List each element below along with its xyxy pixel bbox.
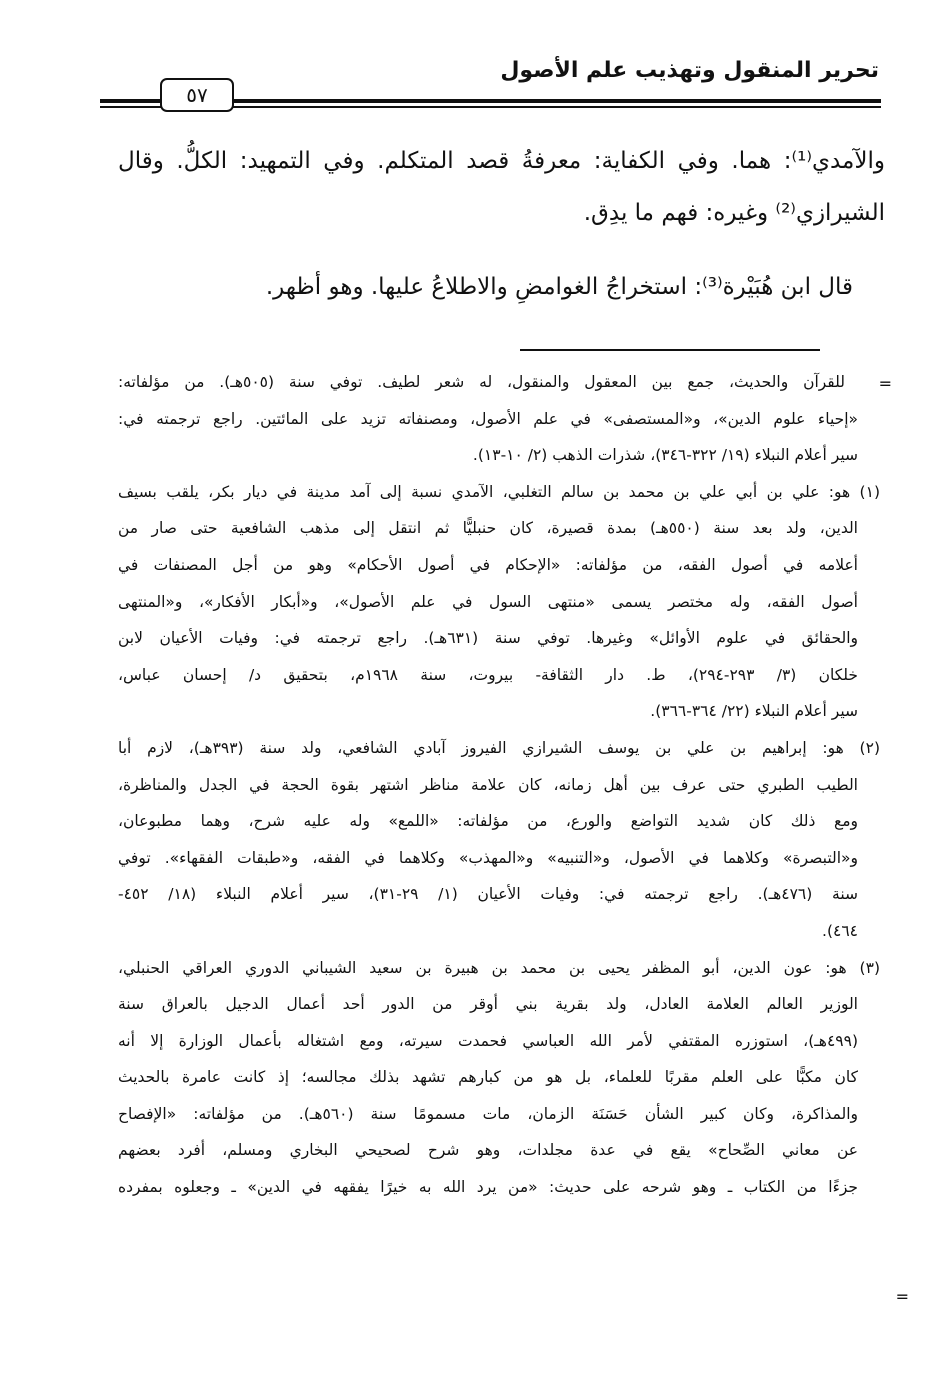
- footnote-2: [118, 730, 880, 950]
- footnote-line: ٤٦٤).: [822, 921, 858, 940]
- footnote-line: (٤٩٩هـ)، استوزره المقتفي لأمر الله العباسي فحمدت سيرته، ومع اشتغاله بأعمال الوزارة إلا أنه: [118, 1031, 858, 1050]
- main-text: [118, 135, 885, 313]
- footnote-line: عن معاني الصِّحاح» يقع في عدة مجلدات، وهو شرح لصحيحي البخاري ومسلم، أفرد بعضهم: [118, 1141, 858, 1160]
- footnote-line: الطيب الطبري حتى عرف بين أهل زمانه، كان علامة مناظر اشتهر بقوة الحجة في الجدل والمناظرة،: [118, 775, 858, 794]
- footnote-line: كان مكبًّا على العلم مقربًا للعلماء، بل هو من كبارهم تشهد بذلك مجالسه؛ إذ كانت عامرة بالحديث: [118, 1068, 858, 1087]
- footnote-line: للقرآن والحديث، جمع بين المعقول والمنقول، له شعر لطيف. توفي سنة (٥٠٥هـ). من مؤلفاته:: [118, 373, 846, 391]
- footnote-line: والمذاكرة، وكان كبير الشأن حَسَنَة الزمان، مات مسمومًا سنة (٥٦٠هـ). من مؤلفاته: «الإفصاح: [118, 1104, 858, 1123]
- main-line: الشيرازي⁽²⁾ وغيره: فهم ما يدِق.: [583, 200, 885, 226]
- footnote-line: و«التبصرة» وكلاهما في الأصول، و«التنبيه» و«المهذب» وكلاهما في الفقه، و«طبقات الفقهاء». توفي: [118, 848, 858, 867]
- main-line: قال ابن هُبَيْرة⁽³⁾: استخراجُ الغوامضِ والاطلاعُ عليها. وهو أظهر.: [265, 274, 853, 300]
- footnote-line: «إحياء علوم الدين»، و«المستصفى» في علم الأصول، ومصنفاته تزيد على المائتين. راجع ترجمته في:: [118, 409, 858, 428]
- footnote-line: جزءًا من الكتاب ـ وهو شرحه على حديث: «من يرد الله به خيرًا يفقهه في الدين» ـ وجعلوه بمفرده: [118, 1178, 858, 1197]
- main-line: والآمدي⁽¹⁾: هما. وفي الكفاية: معرفةُ قصد المتكلم. وفي التمهيد: الكلُّ. وقال: [118, 148, 885, 174]
- running-header-title: تحرير المنقول وتهذيب علم الأصول: [500, 58, 879, 83]
- footnote-line: ومع ذلك كان شديد التواضع والورع، من مؤلفاته: «اللمع» وله عليه شرح، وهما مطبوعان،: [118, 812, 858, 831]
- footnote-line: (١) هو: علي بن أبي علي بن محمد بن سالم التغلبي، الآمدي نسبة إلى آمد مدينة في ديار بكر، يلقب بسيف: [118, 482, 880, 501]
- footnote-3: [118, 950, 880, 1206]
- footnote-separator: [520, 349, 820, 351]
- continuation-marker: =: [878, 374, 892, 393]
- footnotes: [118, 364, 880, 1206]
- page-number: ٥٧: [160, 78, 234, 112]
- footnote-continued: [118, 364, 880, 474]
- footnote-line: أعلامه في أصول الفقه، من مؤلفاته: «الإحكام في أصول الأحكام» وهو من أجل المصنفات في: [118, 555, 858, 574]
- footnote-line: سنة (٤٧٦هـ). راجع ترجمته في: وفيات الأعيان (١/ ٢٩-٣١)، سير أعلام النبلاء (١٨/ ٤٥٢-: [118, 885, 858, 904]
- footnote-line: (٣) هو: عون الدين، أبو المظفر يحيى بن محمد بن هبيرة بن سعيد الشيباني الدوري العراقي الحنبلي،: [118, 958, 880, 977]
- footnote-1: [118, 474, 880, 730]
- footnote-line: والحقائق في علوم الأوائل» وغيرها. توفي سنة (٦٣١هـ). راجع ترجمته في: وفيات الأعيان لابن: [118, 629, 858, 648]
- footnote-line: سير أعلام النبلاء (١٩/ ٣٢٢-٣٤٦)، شذرات الذهب (٢/ ١٠-١٣).: [472, 446, 858, 465]
- footnote-line: سير أعلام النبلاء (٢٢/ ٣٦٤-٣٦٦).: [650, 702, 858, 721]
- footnote-line: (٢) هو: إبراهيم بن علي بن يوسف الشيرازي الفيروز آبادي الشافعي، ولد سنة (٣٩٣هـ)، لازم أبا: [118, 738, 880, 757]
- footnote-line: الدين، ولد بعد سنة (٥٥٠هـ) بمدة قصيرة، كان حنبليًّا ثم انتقل إلى مذهب الشافعية حتى صار من: [118, 519, 858, 538]
- footnote-line: الوزير العالم العلامة العادل، ولد بقرية بني أوقر من الدور أحد أعمال الدجيل بالعراق سنة: [118, 995, 858, 1014]
- footnote-line: أصول الفقه، وله مختصر يسمى «منتهى السول في علم الأصول»، و«أبكار الأفكار»، و«المنتهى: [118, 592, 858, 611]
- continuation-marker: =: [895, 1287, 909, 1306]
- footnote-line: خلكان (٣/ ٢٩٣-٢٩٤)، ط. دار الثقافة- بيروت، سنة ١٩٦٨م، بتحقيق د/ إحسان عباس،: [118, 665, 858, 684]
